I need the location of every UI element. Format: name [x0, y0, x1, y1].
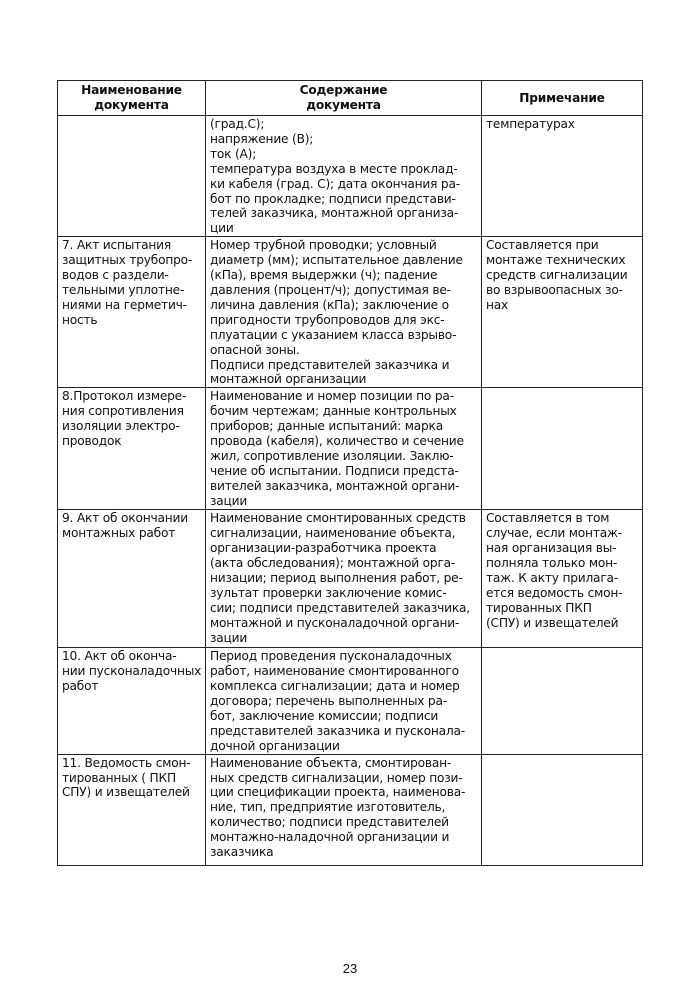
table-row	[58, 237, 643, 388]
cell-content: Наименование смонтированных средств сигнализации, наименование объекта, организации-разработчика проекта (акта обследования); монтажной орга- низации; период выполнения работ, ре- зультат проверки заключение комис- сии; подписи представителей заказчика, монтажной и пусконаладочной органи- зации	[206, 510, 482, 648]
table-row	[58, 116, 643, 237]
cell-name	[58, 116, 206, 237]
page-number: 23	[342, 961, 358, 976]
table-row	[58, 388, 643, 510]
cell-note	[482, 754, 643, 865]
cell-name: 9. Акт об окончании монтажных работ	[58, 510, 206, 648]
table-row	[58, 510, 643, 648]
header-note: Примечание	[482, 81, 643, 116]
cell-name: 8.Протокол измере- ния сопротивления изоляции электро- проводок	[58, 388, 206, 510]
cell-note	[482, 648, 643, 754]
cell-note	[482, 388, 643, 510]
cell-note: Составляется в том случае, если монтаж- ная организация вы- полняла только мон- таж. К акту прилага- ется ведомость смон- тированных ПКП (СПУ) и извещателей	[482, 510, 643, 648]
documents-table	[57, 80, 643, 866]
cell-note: температурах	[482, 116, 643, 237]
cell-content: Наименование объекта, смонтирован- ных средств сигнализации, номер пози- ции спецификации проекта, наименова- ние, тип, предприятие изготовитель, количество; подписи представителей монтажно-наладочной организации и заказчика	[206, 754, 482, 865]
cell-note: Составляется при монтаже технических средств сигнализации во взрывоопасных зо- нах	[482, 237, 643, 388]
cell-name: 7. Акт испытания защитных трубопро- водов с раздели- тельными уплотне- ниями на герметич- ность	[58, 237, 206, 388]
cell-content: (град.С); напряжение (В); ток (А); температура воздуха в месте проклад- ки кабеля (град. С); дата окончания ра- бот по прокладке; подписи представи- телей заказчика, монтажной организа- ции	[206, 116, 482, 237]
table-row	[58, 648, 643, 754]
cell-name: 11. Ведомость смон- тированных ( ПКП СПУ) и извещателей	[58, 754, 206, 865]
cell-content: Наименование и номер позиции по ра- бочим чертежам; данные контрольных приборов; данные испытаний: марка провода (кабеля), количество и сечение жил, сопротивление изоляции. Заклю- чение об испытании. Подписи предста- вителей заказчика, монтажной органи- зации	[206, 388, 482, 510]
cell-content: Период проведения пусконаладочных работ, наименование смонтированного комплекса сигнализации; дата и номер договора; перечень выполненных ра- бот, заключение комиссии; подписи представителей заказчика и пусконала- дочной организации	[206, 648, 482, 754]
cell-name: 10. Акт об оконча- нии пусконаладочных работ	[58, 648, 206, 754]
header-document-name: Наименование документа	[58, 81, 206, 116]
cell-content: Номер трубной проводки; условный диаметр (мм); испытательное давление (кПа), время выдержки (ч); падение давления (процент/ч); допустимая ве- личина давления (кПа); заключение о пригодности трубопроводов для экс- плуатации с указанием класса взрыво- опасной зоны. Подписи представителей заказчика и монтажной организации	[206, 237, 482, 388]
table-row	[58, 754, 643, 865]
header-document-content: Содержание документа	[206, 81, 482, 116]
table-header-row	[58, 81, 643, 116]
